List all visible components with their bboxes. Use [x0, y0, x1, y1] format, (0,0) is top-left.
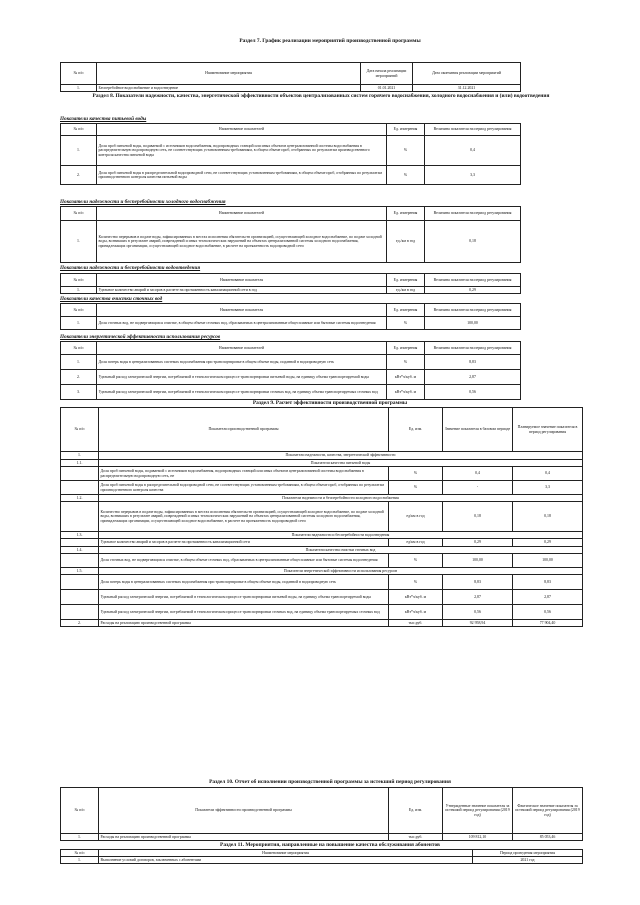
section-8-title: Раздел 8. Показатели надежности, качества, энергетической эффективности объектов централизованных систем горячего водоснабжения, холодного водоснабжения и (или) водоотведения [92, 93, 550, 99]
subheading-wastewater-treatment: Показатели качества очистки сточных вод [60, 296, 163, 302]
cell-number: 1.4. [61, 547, 99, 554]
cell-indicator: Удельный расход электрической энергии, потребляемой в технологическом процессе транспортировки сточных вод, на единицу объема транспортируемых сточных вод [97, 385, 387, 400]
col-measure: Наименование мероприятия [99, 850, 473, 857]
table-row [61, 575, 583, 590]
section-9-title: Раздел 9. Расчет эффективности производственной программы [252, 400, 408, 406]
subheading-energy-efficiency: Показатели энергетической эффективности использования ресурсов [60, 334, 221, 340]
cell-value: 3,3 [425, 166, 521, 185]
col-end: Дата окончания реализации мероприятий [413, 63, 521, 85]
cell-number: 2. [61, 620, 99, 627]
cell-indicator: Доля сточных вод, не подвергающихся очистке, в общем объеме сточных вод, сбрасываемых в централизованные общесплавные или бытовые системы водоотведения [99, 554, 389, 568]
cell-value: 100,00 [425, 317, 521, 330]
section-10-title: Раздел 10. Отчет об исполнении производственной программы за истекший период регулирования [209, 779, 451, 785]
wastewater-treatment-table [60, 303, 521, 330]
col-indicator: Показатели производственной программы [99, 408, 389, 452]
cell-value: 0,18 [425, 221, 521, 263]
cell-approved-value: 109 812,10 [443, 834, 513, 841]
cell-base-value: 100,00 [443, 554, 513, 568]
cell-number [61, 467, 99, 481]
cell-unit: % [387, 355, 425, 370]
table-section-row [61, 495, 583, 502]
col-value: Величина показателя на период регулирования [425, 124, 521, 136]
section-11-title: Раздел 11. Мероприятия, направленные на повышение качества обслуживания абонентов [220, 842, 440, 848]
cell-planned-value: 100,00 [513, 554, 583, 568]
cell-indicator: Расходы на реализацию производственной программы [99, 834, 389, 841]
col-indicator: Наименование показателя [97, 274, 387, 287]
cell-indicator: Удельный расход электрической энергии, потребляемой в технологическом процессе транспортировки сточных вод, на единицу объема транспортируемых сточных вод [99, 605, 389, 620]
col-start: Дата начала реализации мероприятий [361, 63, 413, 85]
cell-planned-value: 0,29 [513, 539, 583, 547]
cell-value: 8,83 [425, 355, 521, 370]
cell-number [61, 605, 99, 620]
cell-number: 2. [61, 370, 97, 385]
cell-measure: Бесперебойное водоснабжение и водоотведение [97, 85, 361, 92]
cell-section-title: Показатели надежности и бесперебойности холодного водоснабжения [99, 495, 583, 502]
cell-section-title: Показатели качества питьевой воды [99, 460, 583, 467]
cell-planned-value: 0,18 [513, 502, 583, 532]
cell-unit: % [389, 467, 443, 481]
table-section-row [61, 532, 583, 539]
cell-number: 1.5. [61, 568, 99, 575]
col-unit: Ед. измерения [387, 124, 425, 136]
cell-number [61, 575, 99, 590]
subheading-cold-water-reliability: Показатели надежности и бесперебойности холодного водоснабжения [60, 199, 226, 205]
col-value: Величина показателя на период регулирования [425, 304, 521, 317]
cell-planned-value: 0,4 [513, 467, 583, 481]
cell-number: 1. [61, 857, 99, 864]
cold-water-reliability-table [60, 206, 521, 263]
cell-number: 1. [61, 287, 97, 294]
cell-planned-value: 77 904,40 [513, 620, 583, 627]
cell-number: 1. [61, 85, 97, 92]
col-indicator: Наименование показателей [97, 207, 387, 221]
col-indicator: Наименование показателей [97, 124, 387, 136]
cell-indicator: Количество перерывов в подаче воды, зафиксированных в местах исполнения обязательств организацией, осуществляющей холодное водоснабжение, по подаче холодной воды, возникших в результате аварий, повреждений и иных технологических нарушений на объектах централизованной системы холодного водоснабжения, принадлежащих организации, осуществляющей холодное водоснабжение, в расчете на протяженность водопроводной сети [99, 502, 389, 532]
col-number: № п/п [61, 342, 97, 355]
table-section-row [61, 452, 583, 460]
cell-base-value: 2,87 [443, 590, 513, 605]
cell-value: 0,4 [425, 136, 521, 166]
cell-unit: тыс.руб. [389, 834, 443, 841]
table-row [61, 554, 583, 568]
col-unit: Ед. измерения [387, 207, 425, 221]
cell-number: 1. [61, 834, 99, 841]
cell-section-title: Показатели надежности, качества, энергетической эффективности [99, 452, 583, 460]
col-value: Величина показателя на период регулирования [425, 207, 521, 221]
cell-section-title: Показатели энергетической эффективности использования ресурсов [99, 568, 583, 575]
cell-indicator: Доля сточных вод, не подвергающихся очистке, в общем объеме сточных вод, сбрасываемых в централизованные общесплавные или бытовые системы водоотведения [97, 317, 387, 330]
col-planned-value: Планируемое значение показателя в период регулирования [513, 408, 583, 452]
col-number: № п/п [61, 274, 97, 287]
table-row [61, 481, 583, 495]
col-number: № п/п [61, 850, 99, 857]
cell-base-value: 92 958,94 [443, 620, 513, 627]
table-row [61, 620, 583, 627]
col-unit: Ед. измерения [387, 274, 425, 287]
col-number: № п/п [61, 63, 97, 85]
col-indicator: Наименование показателей [97, 342, 387, 355]
cell-indicator: Доля потерь воды в централизованных системах водоснабжения при транспортировке в общем объеме воды, поданной в водопроводную сеть [99, 575, 389, 590]
cell-number: 1.1. [61, 460, 99, 467]
cell-unit: ед./км в год [387, 221, 425, 263]
cell-value: 0,29 [425, 287, 521, 294]
table-row [61, 502, 583, 532]
cell-number [61, 502, 99, 532]
cell-unit: кВт*ч/куб. м [389, 605, 443, 620]
cell-unit: % [387, 317, 425, 330]
col-unit: Ед. изм. [389, 408, 443, 452]
cell-unit: % [389, 575, 443, 590]
cell-unit: ед/км в год [389, 502, 443, 532]
cell-base-value: 0,29 [443, 539, 513, 547]
cell-number: 1. [61, 452, 99, 460]
cell-number: 1. [61, 136, 97, 166]
cell-number [61, 539, 99, 547]
col-number: № п/п [61, 788, 99, 834]
col-actual-value: Фактическое значение показателя за истекший период регулирования (2019 год) [513, 788, 583, 834]
section-7-title: Раздел 7. График реализации мероприятий производственной программы [239, 38, 421, 44]
cell-number [61, 590, 99, 605]
cell-indicator: Удельный расход электрической энергии, потребляемой в технологическом процессе транспортировки питьевой воды, на единицу объема транспортируемой воды [99, 590, 389, 605]
cell-number: 1.2. [61, 495, 99, 502]
col-approved-value: Утвержденные значение показателя за истекший период регулирования (2019 год) [443, 788, 513, 834]
subheading-sewerage-reliability: Показатели надежности и бесперебойности водоотведения [60, 265, 201, 271]
table-section-row [61, 460, 583, 467]
col-unit: Ед. изм. [389, 788, 443, 834]
cell-start: 01.01.2021 [361, 85, 413, 92]
cell-planned-value: 8,83 [513, 575, 583, 590]
cell-base-value: - [443, 481, 513, 495]
col-unit: Ед. измерения [387, 342, 425, 355]
cell-planned-value: 2,87 [513, 590, 583, 605]
cell-indicator: Доля проб питьевой воды, подаваемой с источников водоснабжения, водопроводных станций или иных объектов централизованной системы водоснабжения в распределительную водопроводную сеть, не [99, 467, 389, 481]
cell-value: 0,56 [425, 385, 521, 400]
col-indicator: Показатели эффективности производственной программы [99, 788, 389, 834]
customer-service-table [60, 849, 583, 864]
col-period: Период проведения мероприятия [473, 850, 583, 857]
col-number: № п/п [61, 408, 99, 452]
cell-unit: % [387, 166, 425, 185]
cell-indicator: Удельное количество аварий и засоров в расчете на протяженность канализационной сети в год [97, 287, 387, 294]
cell-unit: % [387, 136, 425, 166]
cell-section-title: Показатели качества очистки сточных вод [99, 547, 583, 554]
col-unit: Ед. измерения [387, 304, 425, 317]
water-quality-table [60, 123, 521, 185]
cell-unit: кВт*ч/куб. м [389, 590, 443, 605]
cell-end: 31.12.2021 [413, 85, 521, 92]
cell-indicator: Доля потерь воды в централизованных системах водоснабжения при транспортировке в общем объеме воды, поданной в водопроводную сеть [97, 355, 387, 370]
cell-indicator: Доля проб питьевой воды в распределительной водопроводной сети, не соответствующих установленным требованиям, в общем объеме проб, отобранных по результатам производственного контроля качества питьевой воды [97, 166, 387, 185]
cell-number [61, 481, 99, 495]
cell-indicator: Количество перерывов в подаче воды, зафиксированных в местах исполнения обязательств организацией, осуществляющей холодное водоснабжение, по подаче холодной воды, возникших в результате аварий, повреждений и иных технологических нарушений на объектах централизованной системы холодного водоснабжения, принадлежащих организации, осуществляющей холодное водоснабжение, в расчете на протяженность водопроводной сети [97, 221, 387, 263]
cell-planned-value: 0,56 [513, 605, 583, 620]
table-row [61, 539, 583, 547]
cell-unit: % [389, 554, 443, 568]
cell-value: 2,87 [425, 370, 521, 385]
col-number: № п/п [61, 207, 97, 221]
cell-number [61, 554, 99, 568]
cell-actual-value: 85 053,46 [513, 834, 583, 841]
cell-unit: % [389, 481, 443, 495]
cell-planned-value: 3,3 [513, 481, 583, 495]
cell-period: 2021 год [473, 857, 583, 864]
execution-report-table [60, 787, 583, 841]
sewerage-reliability-table [60, 273, 521, 294]
cell-indicator: Доля проб питьевой воды, подаваемой с источников водоснабжения, водопроводных станций или иных объектов централизованной системы водоснабжения в распределительную водопроводную сеть, не соответствующих установленным требованиям, в общем объеме проб, отобранных по результатам производственного контроля качества питьевой воды [97, 136, 387, 166]
col-measure: Наименование мероприятия [97, 63, 361, 85]
cell-base-value: 0,18 [443, 502, 513, 532]
col-number: № п/п [61, 124, 97, 136]
cell-unit: ед./км в год [387, 287, 425, 294]
table-section-row [61, 568, 583, 575]
col-base-value: Значение показателя в базовом периоде [443, 408, 513, 452]
cell-base-value: 0,56 [443, 605, 513, 620]
col-value: Величина показателя на период регулирования [425, 342, 521, 355]
cell-unit: ед/км в год [389, 539, 443, 547]
cell-number: 3. [61, 385, 97, 400]
cell-unit: кВт*ч/куб. м [387, 370, 425, 385]
subheading-water-quality: Показатели качества питьевой воды [60, 116, 147, 122]
schedule-table [60, 62, 521, 92]
cell-number: 1. [61, 221, 97, 263]
col-number: № п/п [61, 304, 97, 317]
table-row [61, 467, 583, 481]
efficiency-calculation-table [60, 407, 583, 627]
cell-indicator: Доля проб питьевой воды в распределительной водопроводной сети, не соответствующих установленным требованиям, в общем объеме проб, отобранных по результатам производственного контроля качества [99, 481, 389, 495]
cell-number: 1.3. [61, 532, 99, 539]
cell-number: 1. [61, 317, 97, 330]
cell-number: 2. [61, 166, 97, 185]
cell-indicator: Удельное количество аварий и засоров в расчете на протяженность канализационной сети [99, 539, 389, 547]
table-section-row [61, 547, 583, 554]
cell-indicator: Расходы на реализацию производственной программы [99, 620, 389, 627]
cell-number: 1. [61, 355, 97, 370]
energy-efficiency-table [60, 341, 521, 400]
col-indicator: Наименование показателя [97, 304, 387, 317]
cell-unit: тыс.руб. [389, 620, 443, 627]
cell-unit: кВт*ч/куб. м [387, 385, 425, 400]
table-row [61, 605, 583, 620]
table-row [61, 590, 583, 605]
col-value: Величина показателя на период регулирования [425, 274, 521, 287]
cell-base-value: 8,83 [443, 575, 513, 590]
cell-base-value: 0,4 [443, 467, 513, 481]
cell-indicator: Удельный расход электрической энергии, потребляемой в технологическом процессе транспортировки питьевой воды, на единицу объема транспортируемой воды [97, 370, 387, 385]
cell-section-title: Показатели надежности и бесперебойности водоотведения [99, 532, 583, 539]
cell-measure: Выполнение условий договоров, заключенных с абонентами [99, 857, 473, 864]
